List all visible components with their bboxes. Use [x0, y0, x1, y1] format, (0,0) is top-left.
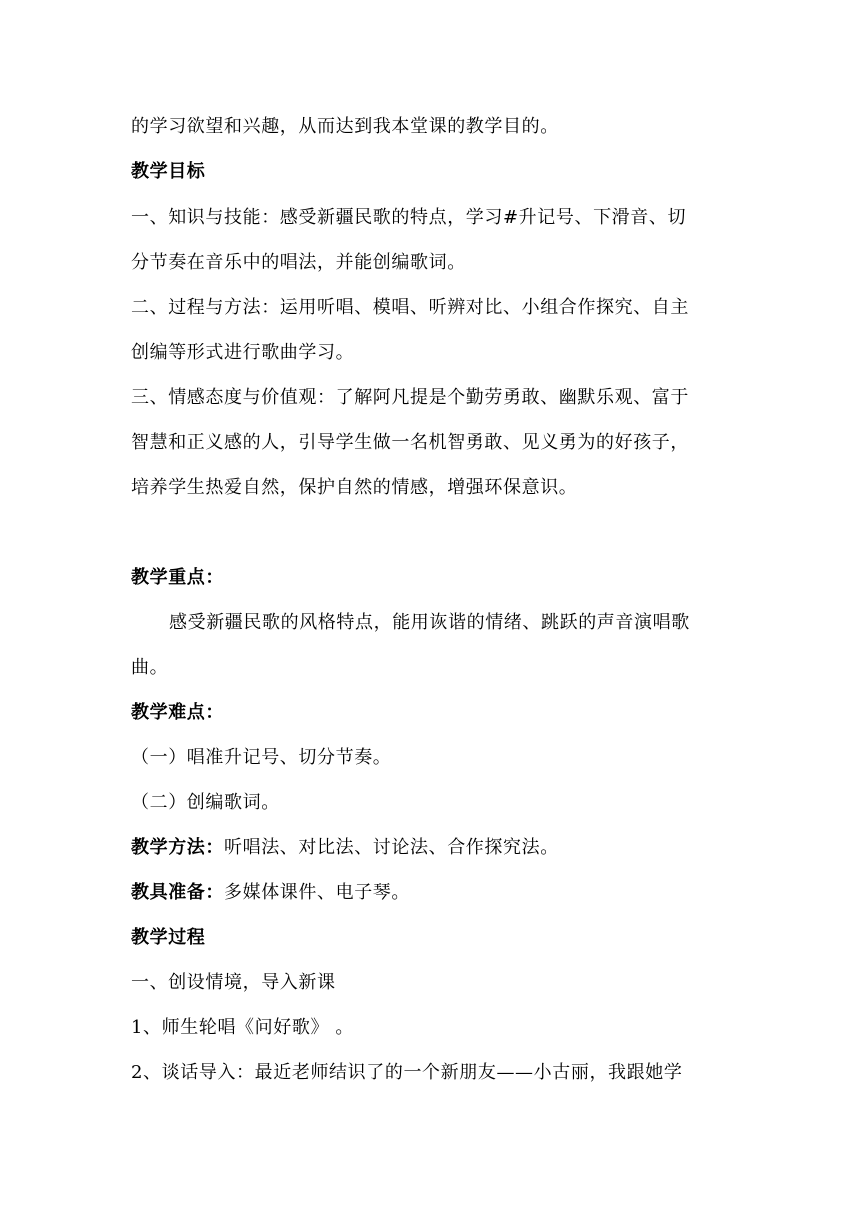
- section-heading-process: 教学过程: [131, 927, 206, 948]
- methods-line: [131, 837, 731, 859]
- text-line: 培养学生热爱自然，保护自然的情感，增强环保意识。: [131, 477, 578, 498]
- text-line: （二）创编歌词。: [131, 792, 280, 813]
- tools-label: 教具准备：: [131, 882, 224, 903]
- text-line: 创编等形式进行歌曲学习。: [131, 342, 355, 363]
- text-line: 分节奏在音乐中的唱法，并能创编歌词。: [131, 252, 466, 273]
- methods-text: 听唱法、对比法、讨论法、合作探究法。: [224, 837, 559, 858]
- text-line: 感受新疆民歌的风格特点，能用诙谐的情绪、跳跃的声音演唱歌: [169, 612, 690, 633]
- text-line: 的学习欲望和兴趣，从而达到我本堂课的教学目的。: [131, 116, 559, 137]
- text-line: 一、创设情境，导入新课: [131, 972, 336, 993]
- text-line: 曲。: [131, 657, 169, 678]
- text-line: 三、情感态度与价值观：了解阿凡提是个勤劳勇敢、幽默乐观、富于: [131, 387, 689, 408]
- text-line: 智慧和正义感的人，引导学生做一名机智勇敢、见义勇为的好孩子，: [131, 432, 689, 453]
- tools-line: [131, 882, 731, 904]
- text-line: 一、知识与技能：感受新疆民歌的特点，学习#升记号、下滑音、切: [131, 207, 687, 228]
- text-line: （一）唱准升记号、切分节奏。: [131, 747, 392, 768]
- section-heading-objectives: 教学目标: [131, 161, 206, 182]
- text-line: 2、谈话导入：最近老师结识了的一个新朋友——小古丽，我跟她学: [131, 1062, 683, 1083]
- section-heading-difficulties: 教学难点：: [131, 702, 224, 723]
- text-line: 1、师生轮唱《问好歌》 。: [131, 1017, 354, 1038]
- text-line: 二、过程与方法：运用听唱、模唱、听辨对比、小组合作探究、自主: [131, 297, 689, 318]
- tools-text: 多媒体课件、电子琴。: [224, 882, 410, 903]
- section-heading-key-points: 教学重点：: [131, 567, 224, 588]
- methods-label: 教学方法：: [131, 837, 224, 858]
